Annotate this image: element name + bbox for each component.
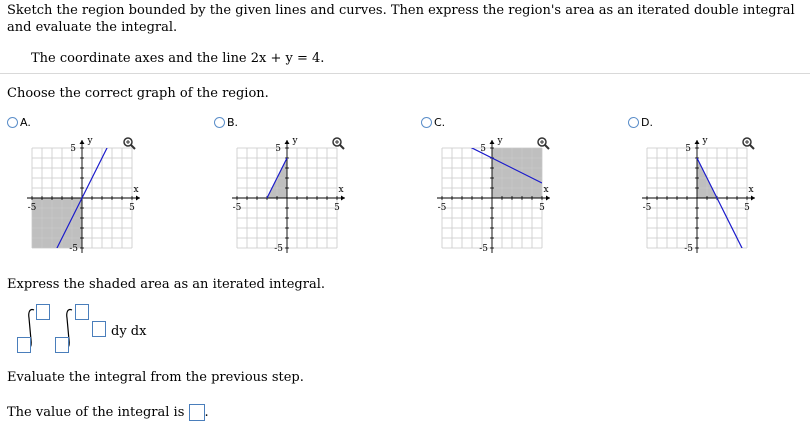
x-tick-label-min: -5 — [27, 203, 37, 213]
y-tick-label-min: -5 — [274, 244, 283, 254]
y-axis-arrow — [490, 140, 495, 144]
x-axis-arrow — [136, 196, 140, 201]
y-tick-label-max: 5 — [70, 144, 76, 154]
inner-lower-limit-input[interactable] — [55, 337, 69, 353]
y-axis-label: y — [292, 138, 298, 146]
option-c-label: C. — [434, 116, 446, 129]
radio-option-c[interactable] — [421, 117, 432, 128]
x-tick-label-max: 5 — [744, 203, 750, 213]
inner-upper-limit-input[interactable] — [75, 304, 89, 320]
outer-lower-limit-input[interactable] — [17, 337, 31, 353]
outer-upper-limit-input[interactable] — [36, 304, 50, 320]
y-tick-label-min: -5 — [479, 244, 488, 254]
y-tick-label-max: 5 — [685, 144, 691, 154]
y-tick-label-min: -5 — [69, 244, 78, 254]
x-tick-label-max: 5 — [129, 203, 135, 213]
y-axis-label: y — [87, 138, 93, 146]
option-b[interactable] — [214, 116, 238, 129]
graph-option-a — [22, 138, 142, 258]
step1-prompt: Choose the correct graph of the region. — [7, 86, 269, 101]
y-tick-label-min: -5 — [684, 244, 693, 254]
x-axis-arrow — [341, 196, 345, 201]
x-axis-label: x — [543, 185, 549, 195]
graph-option-d — [637, 138, 757, 258]
option-a[interactable] — [7, 116, 31, 129]
shaded-region — [32, 198, 82, 248]
divider — [0, 73, 810, 74]
step3-prompt: Evaluate the integral from the previous step. — [7, 370, 304, 385]
integral-value-line — [7, 404, 209, 421]
x-axis-arrow — [751, 196, 755, 201]
x-axis-label: x — [338, 185, 344, 195]
option-b-label: B. — [227, 116, 239, 129]
y-axis-label: y — [702, 138, 708, 146]
x-tick-label-max: 5 — [334, 203, 340, 213]
x-axis-label: x — [748, 185, 754, 195]
x-tick-label-min: -5 — [642, 203, 652, 213]
y-tick-label-max: 5 — [480, 144, 486, 154]
integral-value-label: The value of the integral is — [7, 405, 185, 420]
integrand-differential: dy dx — [111, 324, 147, 339]
x-axis-arrow — [546, 196, 550, 201]
option-d[interactable] — [628, 116, 653, 129]
shaded-region — [492, 148, 542, 198]
radio-option-b[interactable] — [214, 117, 225, 128]
step2-prompt: Express the shaded area as an iterated integral. — [7, 277, 325, 292]
x-tick-label-max: 5 — [539, 203, 545, 213]
integral-value-suffix: . — [204, 405, 209, 420]
option-a-label: A. — [20, 116, 31, 129]
option-d-label: D. — [641, 116, 653, 129]
y-axis-arrow — [285, 140, 290, 144]
x-axis-label: x — [133, 185, 139, 195]
y-tick-label-max: 5 — [275, 144, 281, 154]
graph-option-b — [227, 138, 347, 258]
radio-option-d[interactable] — [628, 117, 639, 128]
integrand-input[interactable] — [92, 321, 106, 337]
integral-value-input[interactable] — [189, 404, 205, 421]
radio-option-a[interactable] — [7, 117, 18, 128]
y-axis-label: y — [497, 138, 503, 146]
y-axis-arrow — [695, 140, 700, 144]
x-tick-label-min: -5 — [437, 203, 447, 213]
problem-given: The coordinate axes and the line 2x + y = 4. — [31, 51, 325, 66]
graph-option-c — [432, 138, 552, 258]
x-tick-label-min: -5 — [232, 203, 242, 213]
y-axis-arrow — [80, 140, 85, 144]
problem-statement: Sketch the region bounded by the given lines and curves. Then express the region's area as an iterated double integral and evaluate the integral. — [7, 3, 795, 35]
option-c[interactable] — [421, 116, 445, 129]
